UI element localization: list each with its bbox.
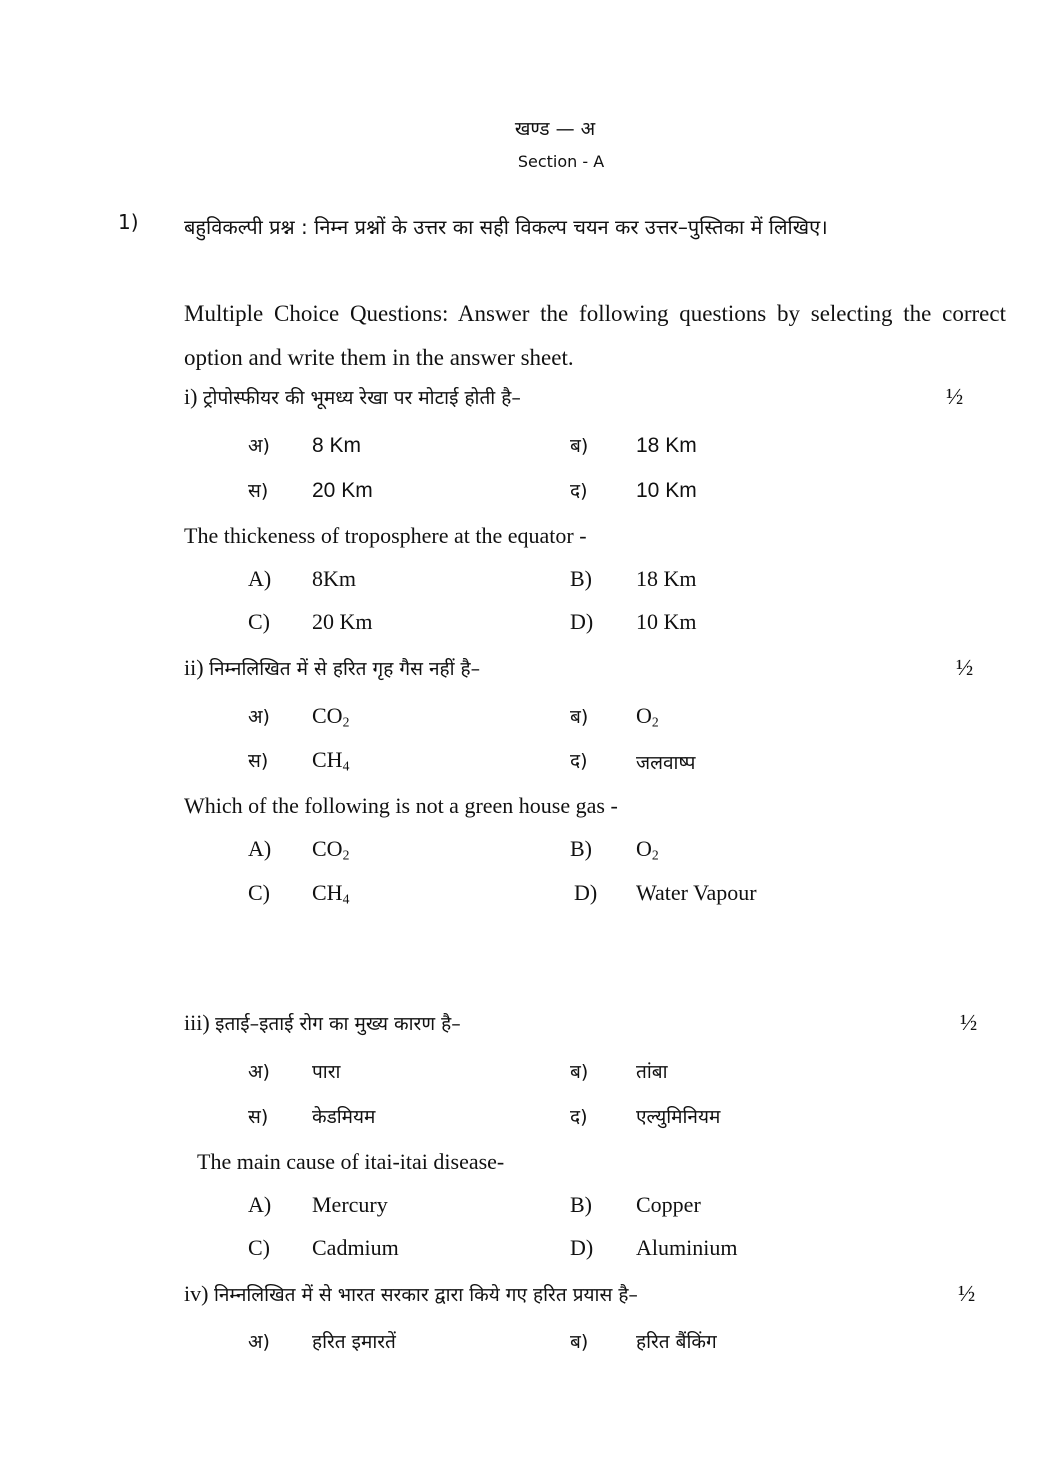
option-label: B) bbox=[570, 836, 592, 861]
question-text-hindi: ट्रोपोस्फीयर की भूमध्य रेखा पर मोटाई होती है– bbox=[202, 387, 521, 409]
option-text: एल्युमिनियम bbox=[636, 1106, 721, 1128]
option-text: केडमियम bbox=[312, 1106, 376, 1128]
option-text: 10 Km bbox=[636, 609, 697, 634]
question-text-hindi: इताई–इताई रोग का मुख्य कारण है– bbox=[215, 1013, 461, 1035]
option-label: स) bbox=[248, 480, 269, 502]
option-text: $O_2$ bbox=[636, 703, 659, 730]
option-label: अ) bbox=[248, 1331, 270, 1353]
option-label: D) bbox=[574, 880, 598, 905]
subquestion-number: iii) bbox=[184, 1010, 210, 1035]
question-text-english: Which of the following is not a green house gas - bbox=[184, 793, 618, 818]
option-label: C) bbox=[248, 880, 270, 905]
option-label: ब) bbox=[570, 706, 589, 728]
section-title-hindi: खण्ड — अ bbox=[514, 118, 596, 140]
option-text: Copper bbox=[636, 1192, 701, 1217]
option-label: C) bbox=[248, 609, 270, 634]
option-text: 20 Km bbox=[312, 609, 373, 634]
option-label: A) bbox=[248, 836, 272, 861]
option-text: जलवाष्प bbox=[636, 752, 696, 774]
option-label: द) bbox=[570, 750, 588, 772]
option-text: Water Vapour bbox=[636, 880, 757, 905]
section-title-english: Section - A bbox=[517, 152, 605, 171]
option-text: 18 Km bbox=[636, 434, 697, 457]
question-line-hindi bbox=[184, 655, 480, 681]
subquestion-number: iv) bbox=[184, 1281, 209, 1306]
option-text: हरित इमारतें bbox=[312, 1331, 396, 1353]
option-label: ब) bbox=[570, 435, 589, 457]
option-text: Mercury bbox=[312, 1192, 388, 1217]
option-text: 18 Km bbox=[636, 566, 697, 591]
option-label: C) bbox=[248, 1235, 270, 1260]
question-line-hindi bbox=[184, 384, 521, 410]
option-label: स) bbox=[248, 1106, 269, 1128]
option-label: D) bbox=[570, 609, 594, 634]
question-text-english: The main cause of itai-itai disease- bbox=[197, 1149, 505, 1174]
option-label: ब) bbox=[570, 1331, 589, 1353]
instruction-hindi: बहुविकल्पी प्रश्न : निम्न प्रश्नों के उत्तर का सही विकल्प चयन कर उत्तर–पुस्तिका में लिखिए। bbox=[184, 215, 828, 239]
marks: ½ bbox=[946, 384, 964, 409]
option-text: 10 Km bbox=[636, 479, 697, 502]
option-text: पारा bbox=[312, 1061, 341, 1083]
option-label: द) bbox=[570, 1106, 588, 1128]
option-text: $O_2$ bbox=[636, 836, 659, 863]
option-label: D) bbox=[570, 1235, 594, 1260]
option-text: $CH_4$ bbox=[312, 880, 350, 907]
question-line-hindi bbox=[184, 1281, 638, 1307]
question-text-english: The thickeness of troposphere at the equator - bbox=[184, 523, 587, 548]
question-text-hindi: निम्नलिखित में से भारत सरकार द्वारा किये गए हरित प्रयास है– bbox=[213, 1284, 638, 1306]
option-text: तांबा bbox=[636, 1061, 668, 1083]
option-label: अ) bbox=[248, 706, 270, 728]
question-number: 1) bbox=[118, 210, 139, 234]
option-label: B) bbox=[570, 1192, 592, 1217]
option-text: Cadmium bbox=[312, 1235, 399, 1260]
question-text-hindi: निम्नलिखित में से हरित गृह गैस नहीं है– bbox=[209, 658, 481, 680]
option-label: स) bbox=[248, 750, 269, 772]
marks: ½ bbox=[956, 655, 974, 680]
option-label: B) bbox=[570, 566, 592, 591]
option-text: 8 Km bbox=[312, 434, 362, 457]
option-text: हरित बैंकिंग bbox=[636, 1331, 717, 1353]
marks: ½ bbox=[958, 1281, 976, 1306]
option-label: ब) bbox=[570, 1061, 589, 1083]
subquestion-number: i) bbox=[184, 384, 198, 409]
option-text: $CO_2$ bbox=[312, 836, 350, 863]
question-line-hindi bbox=[184, 1010, 461, 1036]
subquestion-number: ii) bbox=[184, 655, 204, 680]
instruction-english: Multiple Choice Questions: Answer the following questions by selecting the correct option and write them in the answer sheet. bbox=[184, 301, 1006, 370]
option-label: अ) bbox=[248, 1061, 270, 1083]
option-text: Aluminium bbox=[636, 1235, 738, 1260]
option-text: $CO_2$ bbox=[312, 703, 350, 730]
option-text: 8Km bbox=[312, 566, 356, 591]
option-label: A) bbox=[248, 566, 272, 591]
option-text: $CH_4$ bbox=[312, 747, 350, 774]
marks: ½ bbox=[960, 1010, 978, 1035]
option-label: अ) bbox=[248, 435, 270, 457]
option-text: 20 Km bbox=[312, 479, 373, 502]
option-label: A) bbox=[248, 1192, 272, 1217]
option-label: द) bbox=[570, 480, 588, 502]
